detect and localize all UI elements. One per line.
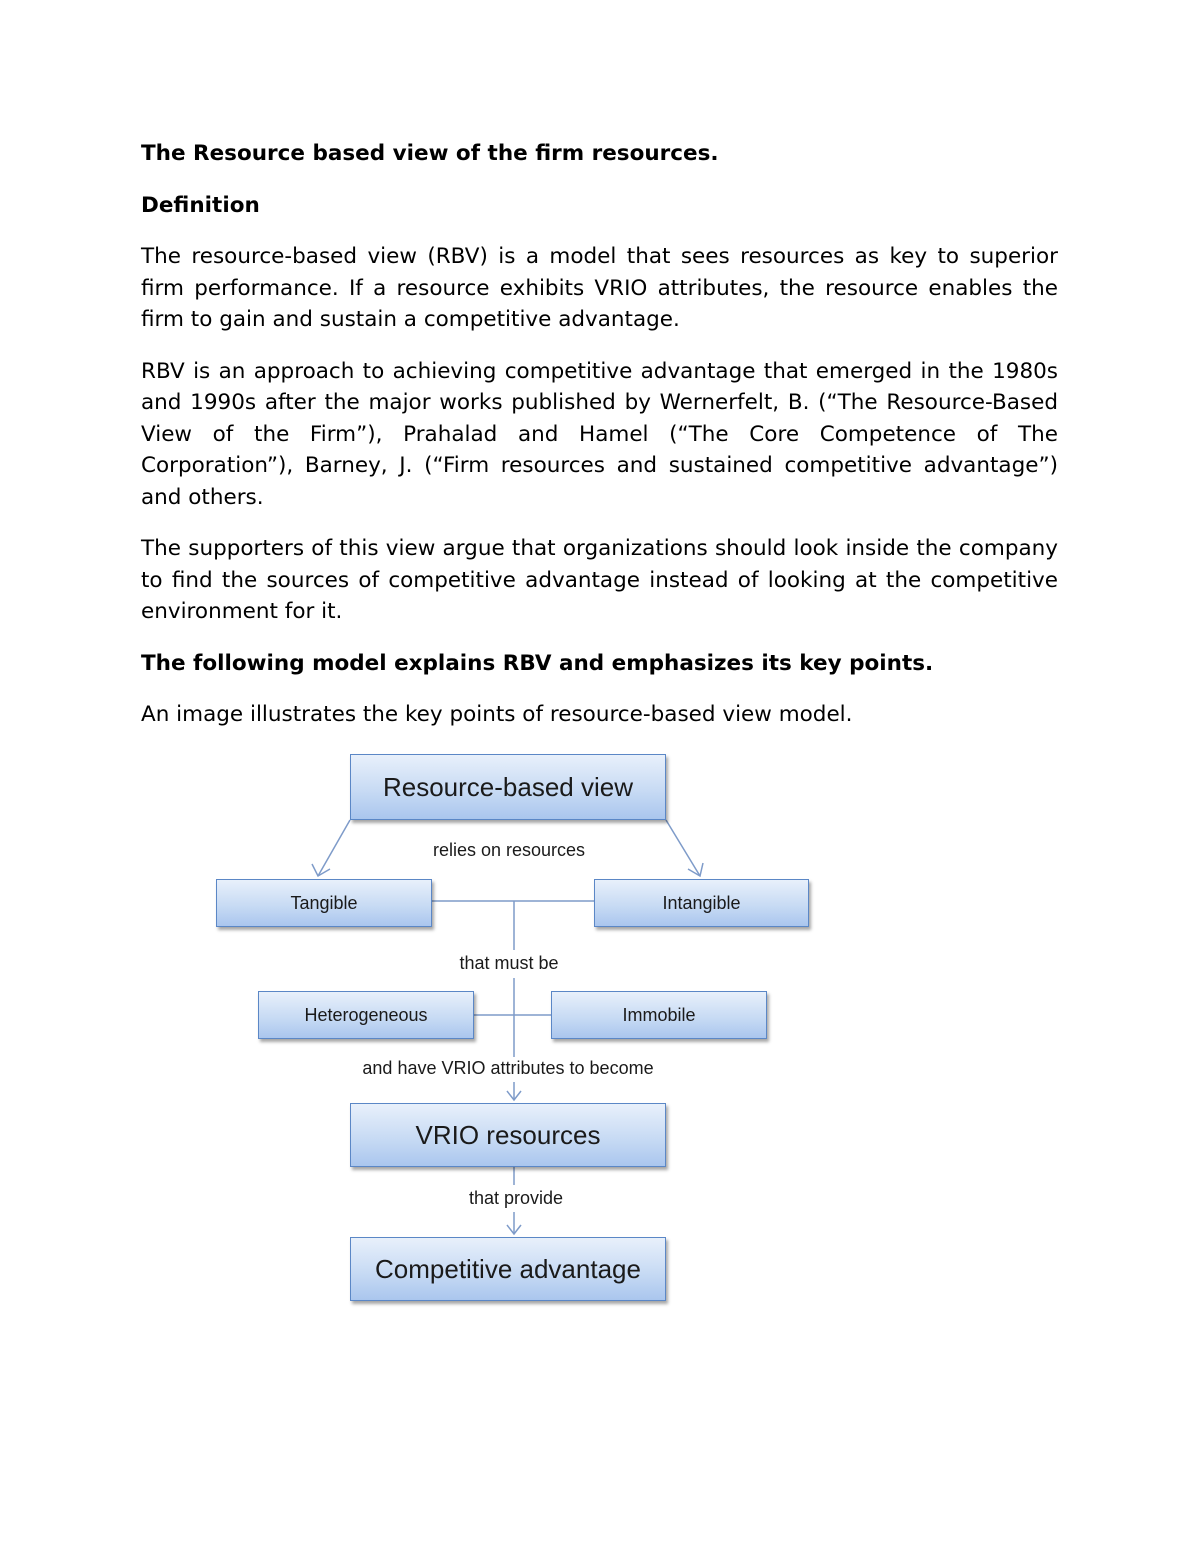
competitive-advantage-box: Competitive advantage xyxy=(350,1237,666,1301)
paragraph-supporters: The supporters of this view argue that organizations should look inside the company to find the sources of competitive advantage instead of looking at the competitive environment for it. xyxy=(141,536,1058,624)
arrowhead-intangible xyxy=(688,863,703,876)
arrow-to-intangible xyxy=(666,820,700,876)
paragraph-history: RBV is an approach to achieving competitive advantage that emerged in the 1980s and 1990s after the major works published by Wernerfelt, B. (“The Resource-Based View of the Firm”), Prahalad and Hamel (“The Core Competence of The Corporation”), Barney, J. (“Firm resources and sustained competitive advantage”) and others. xyxy=(141,358,1058,510)
arrowhead-vrio xyxy=(507,1091,521,1100)
document-body xyxy=(141,138,1058,731)
arrowhead-competitive xyxy=(507,1225,521,1234)
label-vrio-attributes: and have VRIO attributes to become xyxy=(362,1058,654,1078)
document-title: The Resource based view of the firm resources. xyxy=(141,141,719,166)
heterogeneous-box: Heterogeneous xyxy=(258,991,474,1039)
intangible-box: Intangible xyxy=(594,879,809,927)
image-caption: An image illustrates the key points of resource-based view model. xyxy=(141,702,853,727)
immobile-box: Immobile xyxy=(551,991,767,1039)
label-that-must-be: that must be xyxy=(459,953,559,973)
arrow-to-tangible xyxy=(318,820,350,876)
resource-based-view-box: Resource-based view xyxy=(350,754,666,820)
tangible-box: Tangible xyxy=(216,879,432,927)
model-heading: The following model explains RBV and emphasizes its key points. xyxy=(141,650,934,676)
definition-heading: Definition xyxy=(141,192,260,218)
paragraph-definition: The resource-based view (RBV) is a model that sees resources as key to superior firm performance. If a resource exhibits VRIO attributes, the resource enables the firm to gain and sustain a competitive advantage. xyxy=(141,244,1058,332)
label-that-provide: that provide xyxy=(468,1188,564,1208)
arrowhead-tangible xyxy=(312,864,330,876)
vrio-resources-box: VRIO resources xyxy=(350,1103,666,1167)
label-relies-on-resources: relies on resources xyxy=(432,840,586,860)
